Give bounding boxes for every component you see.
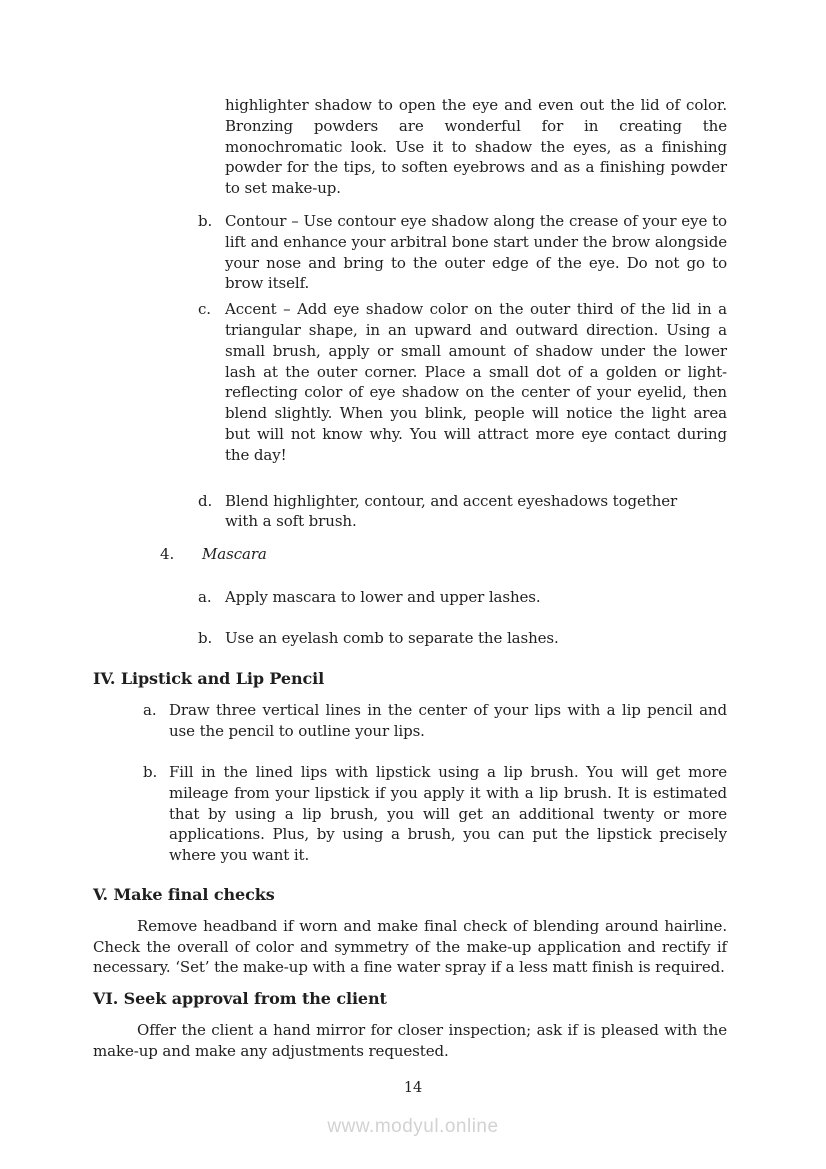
paragraph-seek-approval: Offer the client a hand mirror for closer inspection; ask if is pleased with the make-up and make any adjustments requested.	[93, 1020, 727, 1060]
list-item-blend	[198, 491, 695, 533]
list-item-text-eyelash-comb: Use an eyelash comb to separate the lashes.	[225, 628, 559, 647]
list-marker-b: b.	[198, 211, 213, 230]
page-number: 14	[403, 1080, 423, 1096]
watermark-text: www.modyul.online	[327, 1116, 499, 1137]
numbered-heading-mascara	[160, 544, 727, 565]
list-marker-d: d.	[198, 491, 213, 510]
list-item-text-fill-lips: Fill in the lined lips with lipstick using a lip brush. You will get more mileage from your lipstick if you apply it with a lip brush. It is estimated that by using a lip brush, you will get an additional twenty or more applications. Plus, by using a brush, you can put the lipstick precisely where you want it.	[169, 762, 727, 865]
list-item-draw-lines	[143, 700, 727, 742]
list-item-text-apply-mascara: Apply mascara to lower and upper lashes.	[225, 587, 541, 606]
paragraph-highlighter-continuation: highlighter shadow to open the eye and even out the lid of color. Bronzing powders are wonderful for in creating the monochromatic look. Use it to shadow the eyes, as a finishing powder for the tips, to soften eyebrows and as a finishing powder to set make-up.	[225, 96, 727, 198]
list-item-eyelash-comb	[198, 628, 727, 649]
list-item-text-draw-lines: Draw three vertical lines in the center of your lips with a lip pencil and use the pencil to outline your lips.	[169, 701, 727, 741]
list-marker-mascara-b: b.	[198, 628, 213, 647]
list-item-accent	[198, 299, 727, 465]
list-marker-mascara-a: a.	[198, 587, 212, 606]
section-heading-seek-approval: VI. Seek approval from the client	[93, 989, 387, 1009]
numbered-heading-marker: 4.	[160, 545, 175, 564]
list-item-fill-lips	[143, 762, 727, 866]
list-marker-iv-b: b.	[143, 762, 158, 781]
numbered-heading-title: Mascara	[202, 545, 267, 564]
list-item-apply-mascara	[198, 587, 727, 608]
list-marker-iv-a: a.	[143, 701, 157, 720]
section-heading-lipstick: IV. Lipstick and Lip Pencil	[93, 668, 325, 688]
list-item-text-contour: Contour – Use contour eye shadow along the crease of your eye to lift and enhance your arbitral bone start under the brow alongside your nose and bring to the outer edge of the eye. Do not go to brow itself.	[225, 211, 727, 293]
list-item-contour	[198, 211, 727, 294]
paragraph-final-checks: Remove headband if worn and make final check of blending around hairline. Check the overall of color and symmetry of the make-up application and rectify if necessary. ‘Set’ the make-up with a fine water spray if a less matt finish is required.	[93, 916, 727, 977]
page-content	[93, 95, 727, 1061]
list-marker-c: c.	[198, 300, 211, 319]
list-item-text-accent: Accent – Add eye shadow color on the outer third of the lid in a triangular shape, in an upward and outward direction. Using a small brush, apply or small amount of shadow under the lower lash at the outer corner. Place a small dot of a golden or light-reflecting color of eye shadow on the center of your eyelid, then blend slightly. When you blink, people will notice the light area but will not know why. You will attract more eye contact during the day!	[225, 300, 727, 464]
section-heading-final-checks: V. Make final checks	[93, 884, 275, 904]
list-item-text-blend: Blend highlighter, contour, and accent eyeshadows together with a soft brush.	[225, 491, 678, 531]
